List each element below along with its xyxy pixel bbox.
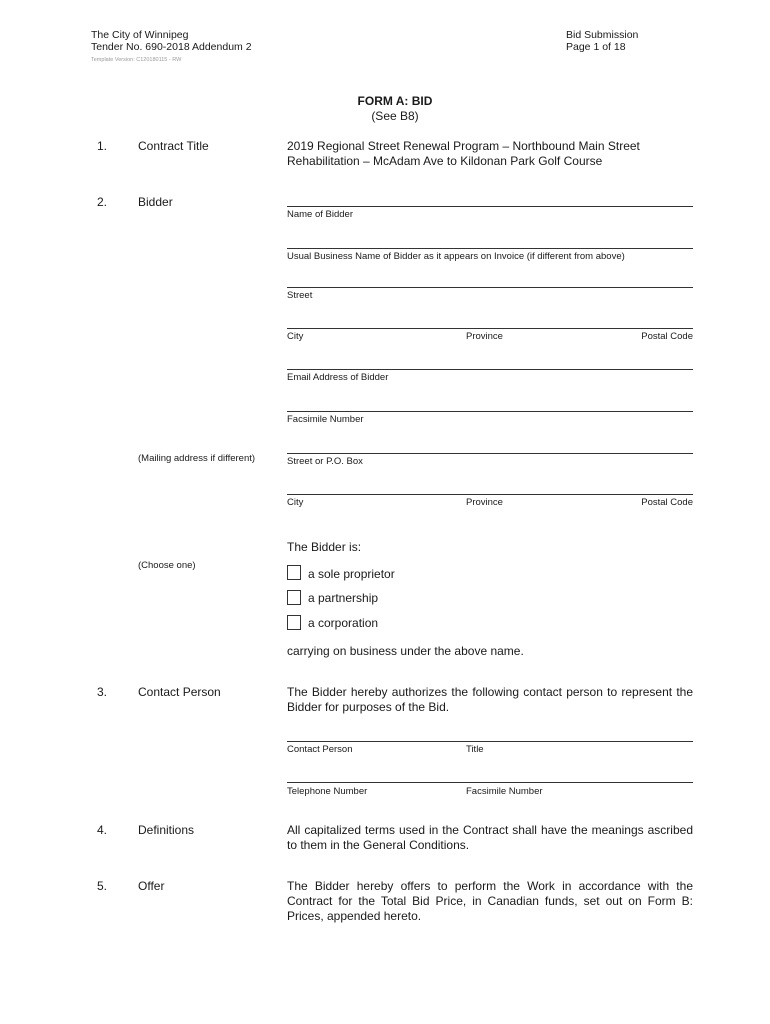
- mailing-province-caption: Province: [466, 497, 503, 508]
- mailing-street-line[interactable]: [287, 453, 693, 454]
- section-5-label: Offer: [138, 879, 165, 893]
- contact-title-caption: Title: [466, 744, 484, 755]
- mailing-city-province-postal-line[interactable]: [287, 494, 693, 495]
- offer-text: The Bidder hereby offers to perform the Work in accordance with the Contract for the Total Bid Price, in Canadian funds, set out on Form B: Prices, appended hereto.: [287, 879, 693, 923]
- form-subtitle: (See B8): [371, 109, 419, 123]
- header-bid-submission: Bid Submission: [566, 29, 639, 41]
- contact-authorization-text: The Bidder hereby authorizes the following contact person to represent the Bidder for purposes of the Bid.: [287, 685, 693, 714]
- corporation-checkbox[interactable]: [287, 615, 301, 630]
- choose-one-note: (Choose one): [138, 560, 196, 571]
- facsimile-line[interactable]: [287, 411, 693, 412]
- contact-person-caption: Contact Person: [287, 744, 353, 755]
- name-of-bidder-caption: Name of Bidder: [287, 209, 354, 220]
- contact-phone-fax-line[interactable]: [287, 782, 693, 783]
- mailing-postal-code-caption: Postal Code: [641, 497, 693, 508]
- corporation-label: a corporation: [308, 616, 379, 630]
- partnership-checkbox[interactable]: [287, 590, 301, 605]
- section-5-number: 5.: [97, 879, 108, 893]
- bidder-is-text: The Bidder is:: [287, 540, 362, 554]
- section-4-number: 4.: [97, 823, 108, 837]
- usual-business-name-caption: Usual Business Name of Bidder as it appears on Invoice (if different from above): [287, 251, 625, 262]
- facsimile-caption: Facsimile Number: [287, 414, 364, 425]
- sole-proprietor-checkbox[interactable]: [287, 565, 301, 580]
- street-caption: Street: [287, 290, 313, 301]
- partnership-label: a partnership: [308, 591, 379, 605]
- email-line[interactable]: [287, 369, 693, 370]
- name-of-bidder-line[interactable]: [287, 206, 693, 207]
- mailing-city-caption: City: [287, 497, 304, 508]
- province-caption: Province: [466, 331, 503, 342]
- section-3-number: 3.: [97, 685, 108, 699]
- usual-business-name-line[interactable]: [287, 248, 693, 249]
- header-page-number: Page 1 of 18: [566, 41, 626, 53]
- section-2-number: 2.: [97, 195, 108, 209]
- email-caption: Email Address of Bidder: [287, 372, 389, 383]
- carrying-on-text: carrying on business under the above name.: [287, 644, 524, 658]
- contract-title-line2: Rehabilitation – McAdam Ave to Kildonan Park Golf Course: [287, 154, 603, 168]
- header-template-version: Template Version: C120180115 - RW: [91, 57, 182, 63]
- contact-person-line[interactable]: [287, 741, 693, 742]
- section-1-label: Contract Title: [138, 139, 209, 153]
- city-province-postal-line[interactable]: [287, 328, 693, 329]
- form-title: FORM A: BID: [357, 94, 433, 108]
- mailing-street-caption: Street or P.O. Box: [287, 456, 363, 467]
- section-2-label: Bidder: [138, 195, 173, 209]
- contact-facsimile-caption: Facsimile Number: [466, 786, 543, 797]
- mailing-address-note: (Mailing address if different): [138, 453, 256, 464]
- section-1-number: 1.: [97, 139, 108, 153]
- postal-code-caption: Postal Code: [641, 331, 693, 342]
- header-tender: Tender No. 690-2018 Addendum 2: [91, 41, 252, 53]
- telephone-caption: Telephone Number: [287, 786, 368, 797]
- header-city: The City of Winnipeg: [91, 29, 189, 41]
- section-3-label: Contact Person: [138, 685, 221, 699]
- section-4-label: Definitions: [138, 823, 195, 837]
- sole-proprietor-label: a sole proprietor: [308, 567, 395, 581]
- definitions-text: All capitalized terms used in the Contract shall have the meanings ascribed to them in the General Conditions.: [287, 823, 693, 852]
- contract-title-line1: 2019 Regional Street Renewal Program – Northbound Main Street: [287, 139, 640, 153]
- street-line[interactable]: [287, 287, 693, 288]
- city-caption: City: [287, 331, 304, 342]
